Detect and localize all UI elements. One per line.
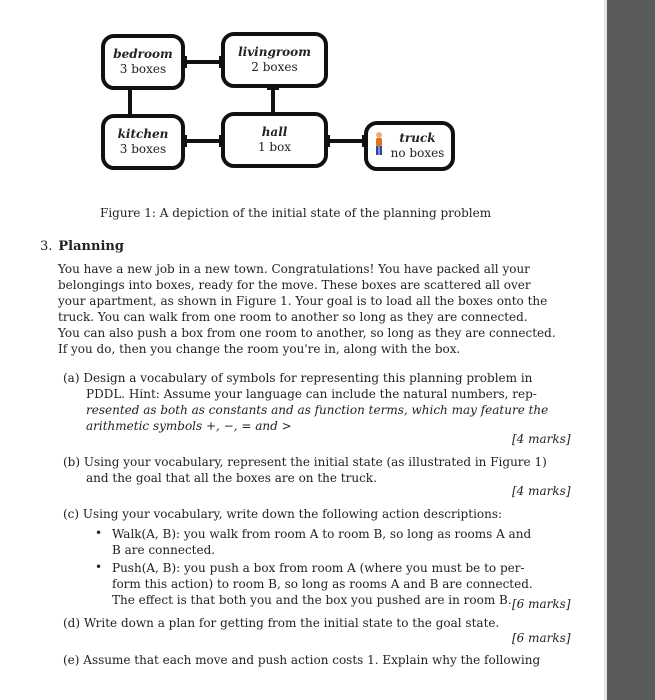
intro-line: You have a new job in a new town. Congratulations! You have packed all your [58, 262, 530, 276]
question-a-line: PDDL. Hint: Assume your language can include the natural numbers, rep- [86, 387, 537, 401]
section-number: 3. [40, 239, 53, 254]
room-hall-boxes: 1 box [257, 140, 292, 154]
room-kitchen-boxes: 3 boxes [119, 142, 167, 156]
question-a-line: (a) Design a vocabulary of symbols for representing this planning problem in [63, 371, 533, 385]
question-b-marks: [4 marks] [512, 484, 571, 498]
section-title-text: Planning [58, 239, 124, 254]
intro-line: truck. You can walk from one room to another so long as they are connected. [58, 310, 528, 324]
bullet-walk: • [95, 526, 103, 540]
room-hall [221, 112, 328, 168]
room-hall-name: hall [261, 125, 288, 139]
intro-line: your apartment, as shown in Figure 1. Your goal is to load all the boxes onto the [58, 294, 548, 308]
question-a-marks: [4 marks] [512, 432, 571, 446]
room-bedroom-boxes: 3 boxes [119, 62, 167, 76]
room-truck [364, 121, 455, 171]
push-line: The effect is that both you and the box you pushed are in room B. [112, 593, 512, 607]
question-b-line: and the goal that all the boxes are on the truck. [86, 471, 377, 485]
room-bedroom-name: bedroom [113, 47, 173, 61]
intro-line: belongings into boxes, ready for the move. These boxes are scattered all over [58, 278, 531, 292]
question-d-text: (d) Write down a plan for getting from the initial state to the goal state. [63, 616, 500, 630]
room-livingroom-name: livingroom [238, 45, 311, 59]
viewer-scroll-panel[interactable] [607, 0, 655, 700]
connector-kitchen-hall [183, 139, 223, 143]
walk-line: B are connected. [112, 543, 216, 557]
figure-caption: Figure 1: A depiction of the initial state of the planning problem [100, 206, 492, 220]
connector-bedroom-livingroom [183, 60, 223, 64]
section-title [40, 239, 124, 254]
question-e-text: (e) Assume that each move and push action costs 1. Explain why the following [63, 653, 541, 667]
question-c-intro: (c) Using your vocabulary, write down the following action descriptions: [63, 507, 503, 521]
intro-line: You can also push a box from one room to another, so long as they are connected. [58, 326, 556, 340]
room-livingroom-boxes: 2 boxes [251, 60, 298, 74]
room-bedroom [101, 34, 185, 90]
person-icon [373, 132, 385, 156]
question-d-marks: [6 marks] [512, 631, 571, 645]
bullet-push: • [95, 560, 103, 574]
room-kitchen [101, 114, 185, 170]
question-c-marks: [6 marks] [512, 597, 571, 611]
question-a-line: arithmetic symbols +, −, = and > [86, 419, 292, 433]
room-kitchen-name: kitchen [117, 127, 169, 141]
connector-hall-truck [326, 139, 366, 143]
question-a-line: resented as both as constants and as function terms, which may feature the [86, 403, 549, 417]
room-livingroom [221, 32, 328, 88]
room-truck-boxes: no boxes [390, 146, 445, 160]
question-b-line: (b) Using your vocabulary, represent the initial state (as illustrated in Figure 1) [63, 455, 547, 469]
walk-line: Walk(A, B): you walk from room A to room B, so long as rooms A and [112, 527, 532, 541]
push-line: Push(A, B): you push a box from room A (where you must be to per- [112, 561, 525, 575]
room-truck-name: truck [399, 131, 436, 145]
push-line: form this action) to room B, so long as rooms A and B are connected. [112, 577, 533, 591]
intro-line: If you do, then you change the room you're in, along with the box. [58, 342, 461, 356]
